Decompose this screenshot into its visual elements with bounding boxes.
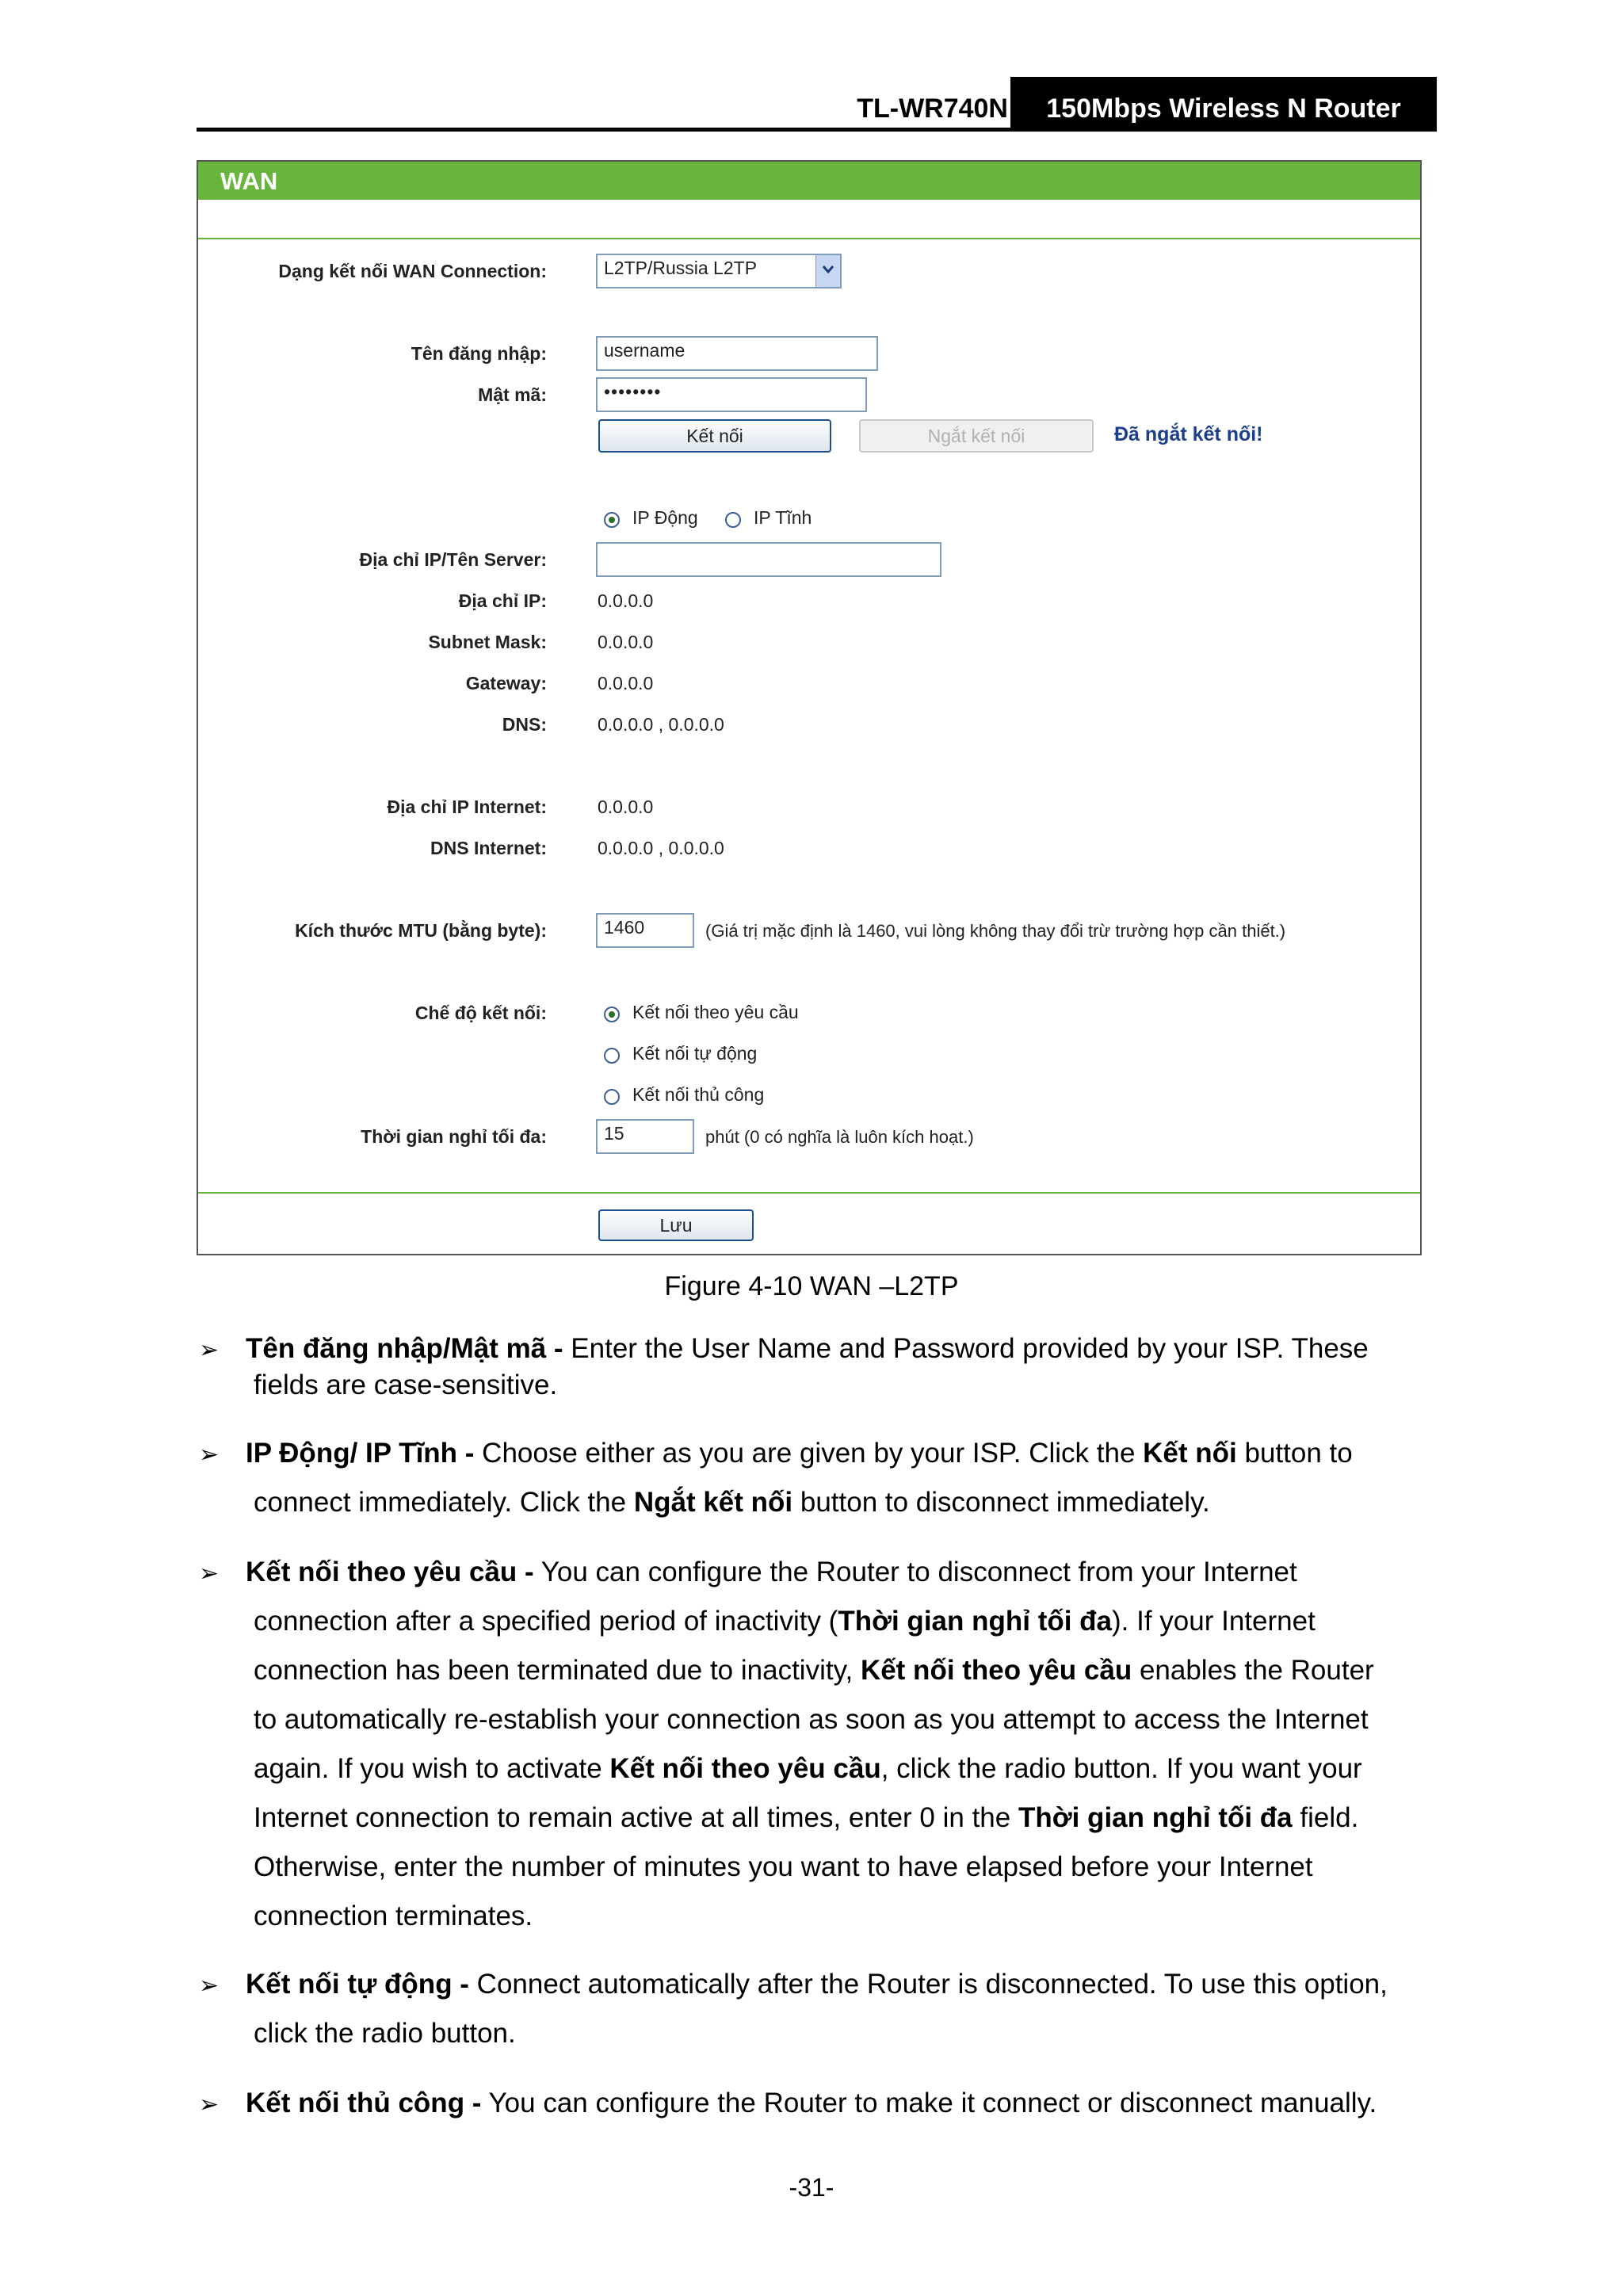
- connect-button[interactable]: Kết nối: [598, 419, 831, 453]
- auto-label: Kết nối tự động: [632, 1043, 758, 1064]
- product-name: 150Mbps Wireless N Router: [1046, 94, 1401, 124]
- radio-ip-dynamic[interactable]: [604, 512, 620, 528]
- mode-label: Chế độ kết nối:: [414, 1003, 547, 1023]
- term: Ngắt kết nối: [633, 1487, 793, 1518]
- bullet-ip-type: [246, 1429, 1429, 1527]
- term: Kết nối: [1143, 1438, 1237, 1469]
- mtu-label: Kích thước MTU (bằng byte):: [295, 920, 547, 941]
- text: You can configure the Router to make it connect or disconnect manually.: [481, 2088, 1377, 2118]
- term: Tên đăng nhập/Mật mã -: [246, 1333, 563, 1364]
- dns-label: DNS:: [502, 714, 547, 735]
- ip-static-label: IP Tĩnh: [754, 507, 812, 528]
- gateway-label: Gateway:: [465, 673, 547, 693]
- idle-time-note: phút (0 có nghĩa là luôn kích hoạt.): [705, 1127, 974, 1147]
- password-value: ••••••••: [604, 381, 662, 402]
- wan-type-label: Dạng kết nối WAN Connection:: [278, 261, 547, 281]
- para-line: to automatically re-establish your connection as soon as you attempt to access the Internet: [254, 1704, 1369, 1735]
- para-line: [246, 1429, 1429, 1478]
- password-input[interactable]: [596, 377, 867, 412]
- para-line: [246, 1597, 1429, 1646]
- radio-on-demand[interactable]: [604, 1007, 620, 1022]
- server-label: Địa chỉ IP/Tên Server:: [359, 549, 547, 570]
- text: connect immediately. Click the: [254, 1487, 634, 1518]
- wan-type-value: L2TP/Russia L2TP: [604, 258, 758, 278]
- bullet-marker: ➢: [199, 1337, 220, 1363]
- mtu-input[interactable]: [596, 913, 694, 948]
- text: Connect automatically after the Router is disconnected. To use this option,: [468, 1969, 1388, 2000]
- page-number: -31-: [789, 2173, 834, 2202]
- text: Internet connection to remain active at all times, enter 0 in the: [254, 1802, 1018, 1833]
- para-line: connection terminates.: [254, 1901, 533, 1931]
- model-name: TL-WR740N: [857, 94, 1008, 124]
- panel-divider-bottom: [198, 1192, 1420, 1194]
- radio-manual[interactable]: [604, 1089, 620, 1105]
- term: Kết nối theo yêu cầu: [609, 1753, 881, 1784]
- manual-label: Kết nối thủ công: [632, 1084, 765, 1105]
- radio-ip-static[interactable]: [725, 512, 741, 528]
- bullet-username-password: [246, 1324, 1429, 1410]
- text: connection has been terminated due to inactivity,: [254, 1655, 861, 1686]
- text: button to disconnect immediately.: [792, 1487, 1210, 1518]
- save-button[interactable]: Lưu: [598, 1209, 754, 1241]
- para-line: Otherwise, enter the number of minutes you want to have elapsed before your Internet: [254, 1851, 1313, 1882]
- ip-address-label: Địa chỉ IP:: [458, 590, 547, 611]
- para-line: [246, 1646, 1429, 1695]
- term: Thời gian nghỉ tối đa: [838, 1606, 1113, 1637]
- term: IP Động/ IP Tĩnh -: [246, 1438, 475, 1469]
- internet-ip-value: 0.0.0.0: [598, 797, 654, 817]
- text: button to: [1236, 1438, 1353, 1469]
- username-label: Tên đăng nhập:: [411, 343, 547, 364]
- text: connection after a specified period of inactivity (: [254, 1606, 838, 1637]
- on-demand-label: Kết nối theo yêu cầu: [632, 1002, 799, 1022]
- username-value: username: [604, 340, 685, 361]
- subnet-label: Subnet Mask:: [428, 632, 547, 652]
- subnet-value: 0.0.0.0: [598, 632, 654, 652]
- term: Kết nối tự động -: [246, 1969, 469, 2000]
- panel-divider-top: [198, 238, 1420, 239]
- server-input[interactable]: [596, 542, 941, 577]
- term: Kết nối theo yêu cầu -: [246, 1557, 534, 1587]
- idle-time-label: Thời gian nghỉ tối đa:: [361, 1126, 547, 1147]
- connection-status: Đã ngắt kết nối!: [1114, 423, 1263, 445]
- text: again. If you wish to activate: [254, 1753, 610, 1784]
- mtu-value: 1460: [604, 917, 645, 938]
- term: Thời gian nghỉ tối đa: [1018, 1802, 1293, 1833]
- text: Choose either as you are given by your ISP. Click the: [474, 1438, 1144, 1469]
- idle-time-input[interactable]: [596, 1119, 694, 1154]
- figure-caption: Figure 4-10 WAN –L2TP: [664, 1271, 959, 1301]
- text: field.: [1292, 1802, 1359, 1833]
- internet-dns-label: DNS Internet:: [430, 838, 547, 858]
- header-rule: [197, 128, 1437, 132]
- panel-title-bar: [198, 162, 1420, 200]
- text: ). If your Internet: [1112, 1606, 1316, 1637]
- bullet-marker: ➢: [199, 2092, 220, 2118]
- panel-title: WAN: [220, 167, 278, 195]
- term: Kết nối thủ công -: [246, 2088, 482, 2118]
- term: Kết nối theo yêu cầu: [860, 1655, 1132, 1686]
- para-line: fields are case-sensitive.: [254, 1370, 558, 1400]
- ip-dynamic-label: IP Động: [632, 507, 698, 528]
- bullet-marker: ➢: [199, 1561, 220, 1587]
- para-line: [246, 1548, 1429, 1597]
- bullet-marker: ➢: [199, 1973, 220, 1999]
- bullet-manual: [246, 2079, 1429, 2128]
- username-input[interactable]: [596, 336, 878, 371]
- idle-time-value: 15: [604, 1123, 624, 1144]
- bullet-marker: ➢: [199, 1442, 220, 1468]
- text: Enter the User Name and Password provided by your ISP. These: [563, 1333, 1369, 1364]
- bullet-auto: [246, 1960, 1429, 2058]
- gateway-value: 0.0.0.0: [598, 673, 654, 693]
- wan-settings-panel: [197, 160, 1422, 1255]
- dns-value: 0.0.0.0 , 0.0.0.0: [598, 714, 724, 735]
- radio-auto[interactable]: [604, 1048, 620, 1064]
- bullet-on-demand: [246, 1548, 1429, 1941]
- mtu-note: (Giá trị mặc định là 1460, vui lòng không thay đổi trừ trường hợp cần thiết.): [705, 921, 1286, 941]
- ip-address-value: 0.0.0.0: [598, 590, 654, 611]
- para-line: [246, 1794, 1429, 1843]
- para-line: click the radio button.: [254, 2018, 516, 2049]
- para-line: [246, 1960, 1429, 2009]
- text: enables the Router: [1132, 1655, 1374, 1686]
- para-line: [246, 1744, 1429, 1794]
- internet-dns-value: 0.0.0.0 , 0.0.0.0: [598, 838, 724, 858]
- disconnect-button[interactable]: Ngắt kết nối: [859, 419, 1094, 453]
- password-label: Mật mã:: [478, 384, 547, 405]
- wan-type-select[interactable]: [596, 254, 842, 288]
- para-line: [246, 2079, 1429, 2128]
- internet-ip-label: Địa chỉ IP Internet:: [387, 797, 547, 817]
- chevron-down-icon[interactable]: [815, 255, 840, 287]
- text: You can configure the Router to disconnect from your Internet: [533, 1557, 1297, 1587]
- para-line: [246, 1478, 1429, 1527]
- text: , click the radio button. If you want your: [880, 1753, 1362, 1784]
